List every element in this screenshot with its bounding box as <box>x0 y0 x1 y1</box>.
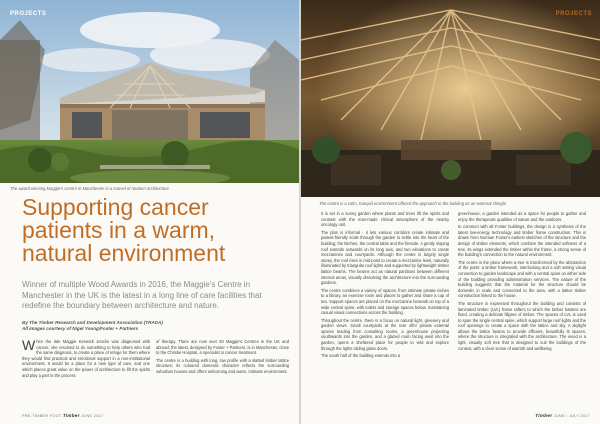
body-text: hen the late Maggie Keswick Jencks was diagnosed with cancer, she resolved to do something to help others who had the same diagnosis, to create a place of refuge for them where they would find practical and emotional support in a non-institutional environment. It would be a place for a new type of care, and one which places great value on the power of architecture to lift the spirits and play a part in the process <box>22 339 150 378</box>
page-footer <box>22 413 103 418</box>
body-paragraph: of therapy. There are now over 20 Maggie's Centres in the UK and abroad; the latest, designed by Foster + Partners, is in Manchester, close to the Christie Hospital, a specialist in cancer treatment. <box>156 339 289 356</box>
footer-text: PRE-TIMBER FOOT <box>22 414 62 418</box>
footer-date: JUNE / JULY 2017 <box>553 414 590 418</box>
section-tag: PROJECTS <box>10 11 47 17</box>
body-paragraph: Throughout the centre, there is a focus on natural light, greenery and garden views. Small courtyards at the rear offer private external spaces leading from consulting rooms, a greenhouse projecting southwards into the garden, and a glazed room facing west into the garden, opens a sheltered place for people to visit and explore through the lights sliding glass doors. <box>321 317 449 351</box>
drop-cap: W <box>22 337 36 353</box>
standfirst: Winner of multiple Wood Awards in 2016, the Maggie's Centre in Manchester in the UK is the latest in a long line of care facilities that redefine the boundary between architecture and nature. <box>22 280 262 310</box>
exterior-photo <box>0 0 299 183</box>
body-paragraph: The centre is the place where a tree is transformed by the abstraction of the parts: a timber framework, interlocking and a soft setting visual connection to garden landscape and with a central spine on either side of the building providing administration services. The nature of the building suggests that the material for the structure should be domestic in scale and connected to the area, with a lattice timber construction linked to the house. <box>458 259 586 299</box>
byline-author: By The Timber Research and Development Association (TRADA) <box>22 320 163 325</box>
photo-caption: The centre is a calm, tranquil environment offered the approach to the building as an external shingle <box>319 201 506 206</box>
maggies-centre-exterior-image <box>0 0 299 183</box>
timber-lattice-interior-image <box>301 0 600 197</box>
page-footer <box>535 413 590 418</box>
body-paragraph: The centre combines a variety of spaces, from intimate private niches to a library, an exercise room and places to gather and share a cup of tea. Support spaces are placed on the mezzanine beneath on top of a wide central spine, with toilets and storage spaces below, maintaining casual visual connections across the building. <box>321 287 449 316</box>
headline-line: patients in a warm, <box>22 217 216 243</box>
body-column-4 <box>458 211 586 353</box>
body-column-1 <box>22 339 150 380</box>
body-column-3 <box>321 211 449 361</box>
body-paragraph: The plan is informal - it lets various corridors create intimate and patient-friendly scale through the garden to settle into the heart of the building; the kitchen, the central table and the fireside. A gently sloping roof extends outwards on its long axis, and two elevations to create mezzanines and courtyards. Although the centre is largely single storey, the roof rises in mid-point to create a mezzanine level, naturally illuminated by triangular roof lights and supported by lightweight timber lattice beams. The beams act as natural partitions between different internal areas, visually dissolving the architecture into the surrounding gardens. <box>321 229 449 286</box>
body-column-2 <box>156 339 289 377</box>
timber-logo: Timber <box>62 413 80 418</box>
body-paragraph: greenhouse, a garden intended as a space for people to gather and enjoy the therapeutic qualities of nature and the outdoors. <box>458 211 586 222</box>
headline-line: Supporting cancer <box>22 194 209 220</box>
body-paragraph: It is set in a sunny garden where plants and trees lift the spirits and contrast with the man-made clinical atmosphere of the nearby oncology unit. <box>321 211 449 228</box>
byline <box>22 320 292 332</box>
interior-photo <box>301 0 600 197</box>
photo-caption: The award-winning Maggie's Centre in Manchester is a marvel of modern architecture <box>10 186 169 191</box>
section-tag: PROJECTS <box>555 11 592 17</box>
body-paragraph: In common with all Foster buildings, the design is a synthesis of the latest low-energy technology and timber frame construction. This is drawn from Norman Foster's earliest sketches of the structure and the design of timber elements, which combine the intended softness of a tree, its wings extended the timber within the frame, a strong sense of the building's connection to the natural environment. <box>458 224 586 258</box>
article-headline <box>22 196 292 265</box>
headline-line: natural environment <box>22 240 226 266</box>
right-page <box>301 0 600 424</box>
body-paragraph: The south half of the building extends into a <box>321 353 401 359</box>
left-page <box>0 0 299 424</box>
footer-date: JUNE 2017 <box>81 414 104 418</box>
body-paragraph: The centre is a building with long, low profile with a slatted timber lattice structure; its coloured domestic character reflects the surrounding suburban houses and offers welcoming and warm, intimate environment. <box>156 357 289 374</box>
byline-credit: All images courtesy of Nigel Young/Foster + Partners <box>22 326 139 331</box>
body-paragraph: The structure is expressed throughout the building and consists of laminated timber (LVL) frame rafters to which the timber battens are fixed, creating a delicate filigree of timber. The spaces of LVL is used to span the single central spine, which support large roof lights and the roof openings to create a space with the lattice and sky. A skylight allows the lattice beams to provide efficient, beautifully lit spaces, where the structure is integrated with the architecture. The wood is a light, visually soft tree that is designed to suit the buildings of the context, with a clear sense of warmth and wellbeing. <box>458 300 586 351</box>
timber-logo: Timber <box>535 413 553 418</box>
